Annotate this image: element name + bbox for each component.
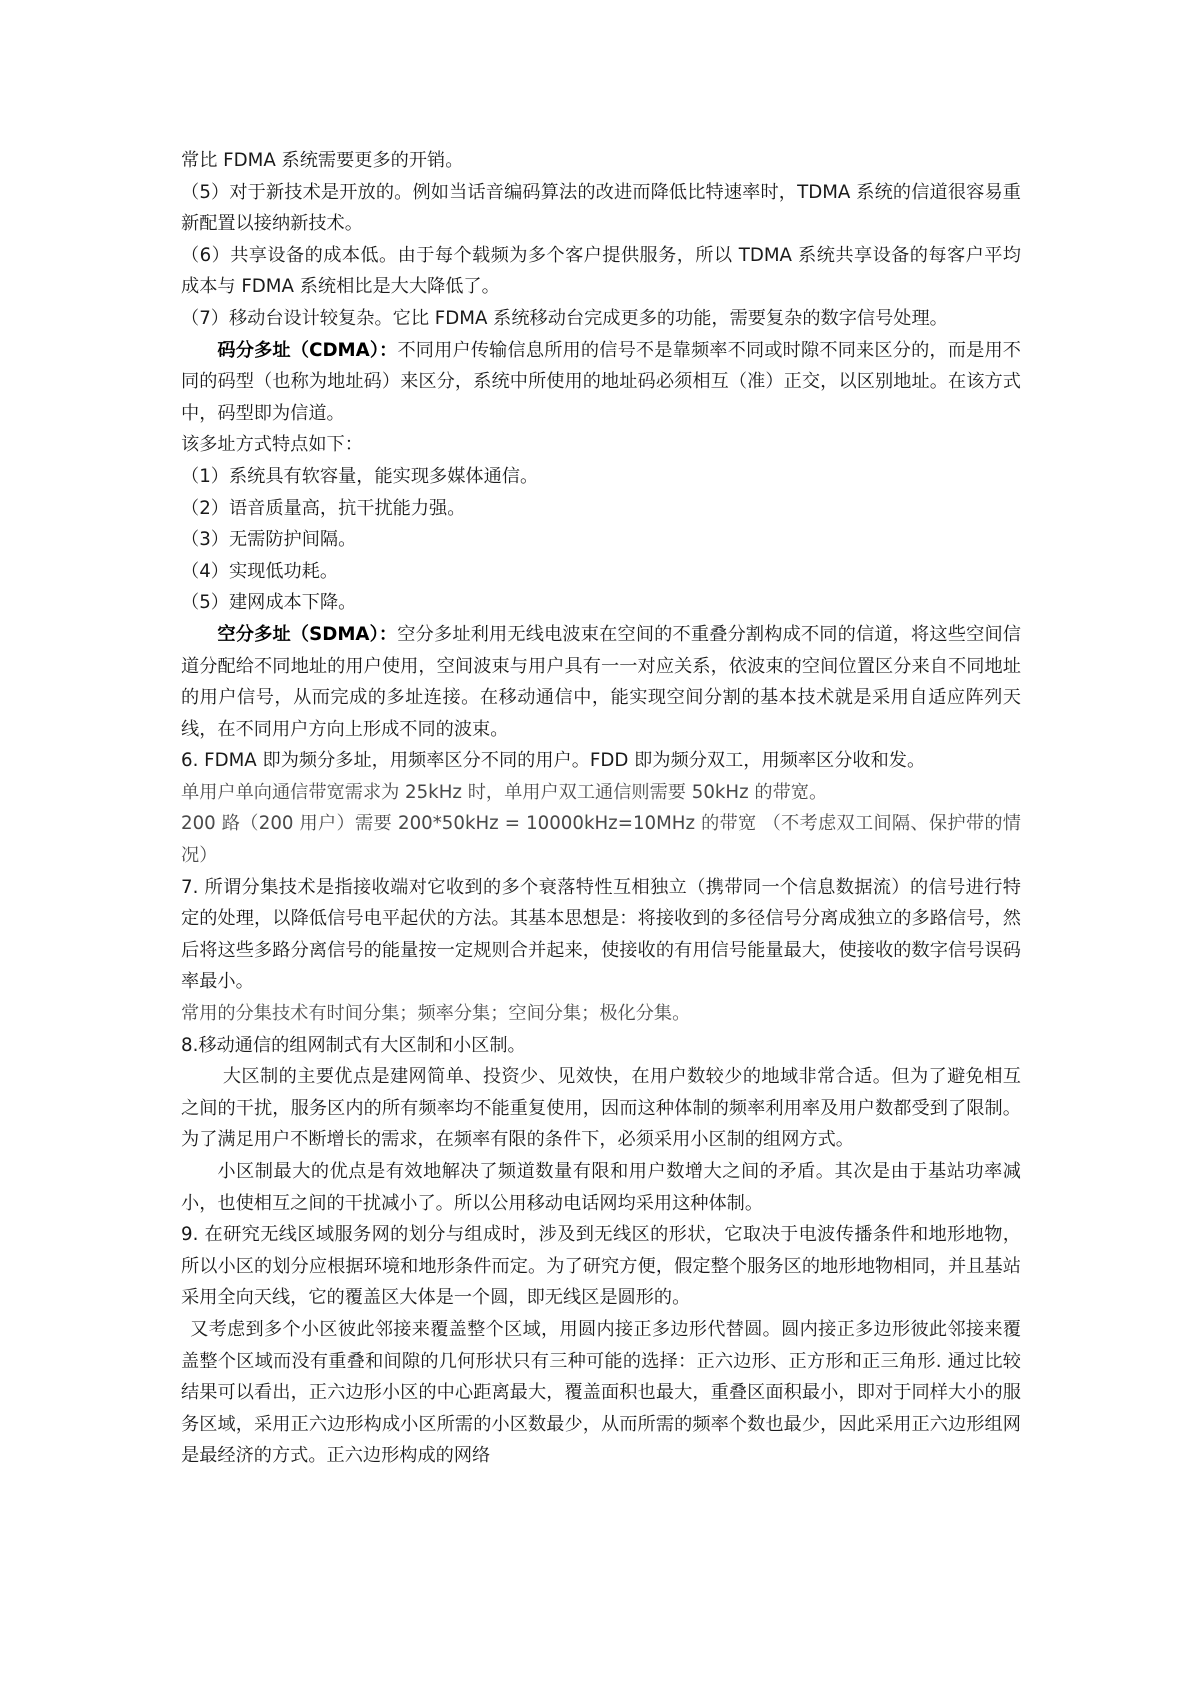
list-item: （4）实现低功耗。: [181, 560, 339, 582]
paragraph: 7. 所谓分集技术是指接收端对它收到的多个衰落特性互相独立（携带同一个信息数据流）的信号进行特定的处理，以降低信号电平起伏的方法。其基本思想是：将接收到的多径信号分离成独立的多路信号，然后将这些多路分离信号的能量按一定规则合并起来，使接收的有用信号能量最大，使接收的数字信号误码率最小。: [181, 876, 1021, 993]
sdma-heading: 空分多址（SDMA）：: [217, 623, 398, 645]
paragraph: 单用户单向通信带宽需求为 25kHz 时，单用户双工通信则需要 50kHz 的带宽。: [181, 781, 828, 803]
paragraph: 又考虑到多个小区彼此邻接来覆盖整个区域，用圆内接正多边形代替圆。圆内接正多边形彼此邻接来覆盖整个区域而没有重叠和间隙的几何形状只有三种可能的选择：正六边形、正方形和正三角形. 通过比较结果可以看出，正六边形小区的中心距离最大，覆盖面积也最大，重叠区面积最小，即对于同样大小的服务区域，采用正六边形构成小区所需的小区数最少，从而所需的频率个数也最少，因此采用正六边形组网是最经济的方式。正六边形构成的网络: [181, 1318, 1021, 1467]
cdma-text: 不同用户传输信息所用的信号不是靠频率不同或时隙不同来区分的，而是用不同的码型（也称为地址码）来区分，系统中所使用的地址码必须相互（准）正交，以区别地址。在该方式中，码型即为信道。: [181, 339, 1021, 424]
paragraph: （7）移动台设计较复杂。它比 FDMA 系统移动台完成更多的功能，需要复杂的数字信号处理。: [181, 307, 948, 329]
paragraph: 常用的分集技术有时间分集；频率分集；空间分集；极化分集。: [181, 1003, 691, 1025]
sdma-text: 空分多址利用无线电波束在空间的不重叠分割构成不同的信道，将这些空间信道分配给不同地址的用户使用，空间波束与用户具有一一对应关系，依波束的空间位置区分来自不同地址的用户信号，从而完成的多址连接。在移动通信中，能实现空间分割的基本技术就是采用自适应阵列天线，在不同用户方向上形成不同的波束。: [181, 623, 1021, 740]
paragraph: （5）对于新技术是开放的。例如当话音编码算法的改进而降低比特速率时，TDMA 系统的信道很容易重新配置以接纳新技术。: [181, 181, 1021, 235]
paragraph: 8.移动通信的组网制式有大区制和小区制。: [181, 1034, 526, 1056]
cdma-heading: 码分多址（CDMA）：: [217, 339, 398, 361]
paragraph: 200 路（200 用户）需要 200*50kHz = 10000kHz=10MHz 的带宽 （不考虑双工间隔、保护带的情况）: [181, 813, 1021, 867]
paragraph: （6）共享设备的成本低。由于每个载频为多个客户提供服务，所以 TDMA 系统共享设备的每客户平均成本与 FDMA 系统相比是大大降低了。: [181, 244, 1021, 298]
list-item: （1）系统具有软容量，能实现多媒体通信。: [181, 465, 539, 487]
paragraph: 常比 FDMA 系统需要更多的开销。: [181, 150, 464, 171]
paragraph-cdma: [181, 335, 1021, 430]
list-item: （5）建网成本下降。: [181, 592, 357, 614]
paragraph: 9. 在研究无线区域服务网的划分与组成时，涉及到无线区的形状，它取决于电波传播条件和地形地物，所以小区的划分应根据环境和地形条件而定。为了研究方便，假定整个服务区的地形地物相同，并且基站采用全向天线，它的覆盖区大体是一个圆，即无线区是圆形的。: [181, 1224, 1021, 1309]
list-item: （3）无需防护间隔。: [181, 529, 357, 551]
paragraph: 该多址方式特点如下：: [181, 434, 363, 456]
paragraph: 小区制最大的优点是有效地解决了频道数量有限和用户数增大之间的矛盾。其次是由于基站功率减小，也使相互之间的干扰减小了。所以公用移动电话网均采用这种体制。: [181, 1161, 1021, 1214]
paragraph-sdma: [181, 619, 1021, 745]
document-body: [181, 145, 1021, 1472]
list-item: （2）语音质量高，抗干扰能力强。: [181, 497, 466, 519]
paragraph: 大区制的主要优点是建网简单、投资少、见效快，在用户数较少的地域非常合适。但为了避免相互之间的干扰，服务区内的所有频率均不能重复使用，因而这种体制的频率利用率及用户数都受到了限制。为了满足用户不断增长的需求，在频率有限的条件下，必须采用小区制的组网方式。: [181, 1066, 1021, 1151]
paragraph: 6. FDMA 即为频分多址，用频率区分不同的用户。FDD 即为频分双工，用频率区分收和发。: [181, 750, 926, 772]
